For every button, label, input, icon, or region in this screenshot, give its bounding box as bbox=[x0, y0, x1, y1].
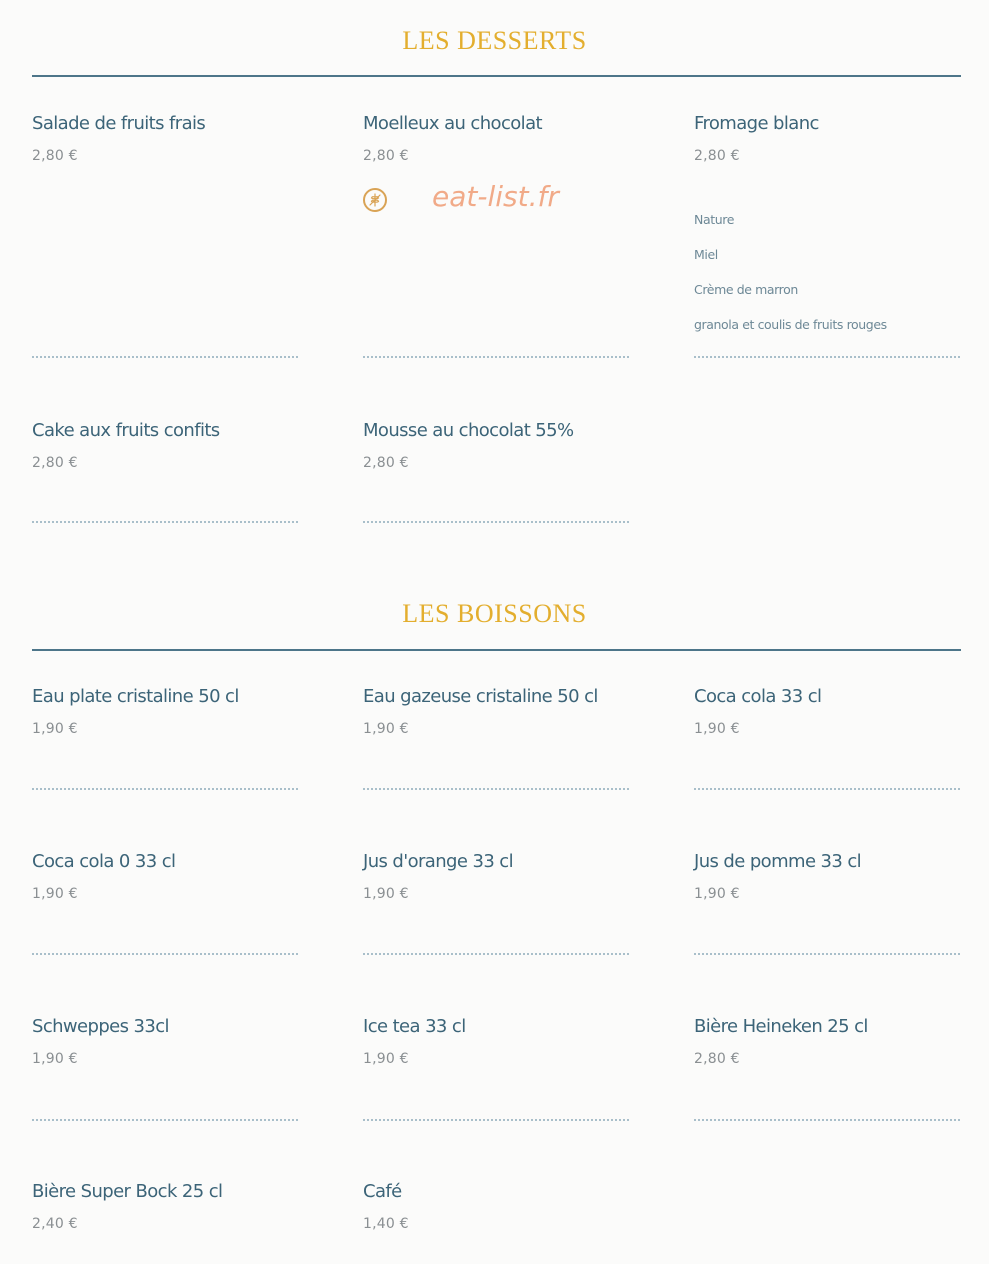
item-name: Mousse au chocolat 55% bbox=[363, 420, 574, 441]
item-option: Miel bbox=[694, 247, 718, 262]
item-price: 2,80 € bbox=[694, 148, 740, 164]
item-price: 2,80 € bbox=[694, 1051, 740, 1067]
desserts-section-title: LES DESSERTS bbox=[402, 26, 587, 55]
item-name: Schweppes 33cl bbox=[32, 1016, 169, 1037]
item-option: granola et coulis de fruits rouges bbox=[694, 317, 887, 332]
item-name: Coca cola 33 cl bbox=[694, 686, 822, 707]
menu-item bbox=[32, 112, 298, 164]
item-option: Nature bbox=[694, 212, 734, 227]
item-price: 2,80 € bbox=[363, 148, 409, 164]
item-price: 1,90 € bbox=[32, 721, 78, 737]
item-name: Moelleux au chocolat bbox=[363, 113, 542, 134]
dotted-separator bbox=[694, 1119, 960, 1121]
item-name: Café bbox=[363, 1181, 402, 1202]
item-price: 2,80 € bbox=[32, 455, 78, 471]
gluten-free-icon bbox=[363, 188, 387, 212]
item-price: 1,90 € bbox=[363, 886, 409, 902]
menu-item bbox=[694, 850, 960, 902]
item-price: 1,90 € bbox=[363, 721, 409, 737]
dotted-separator bbox=[32, 1119, 298, 1121]
menu-item bbox=[363, 685, 629, 737]
item-name: Jus d'orange 33 cl bbox=[363, 851, 513, 872]
dotted-separator bbox=[32, 521, 298, 523]
item-price: 1,90 € bbox=[694, 721, 740, 737]
item-price: 1,90 € bbox=[32, 1051, 78, 1067]
item-name: Bière Super Bock 25 cl bbox=[32, 1181, 223, 1202]
item-name: Eau gazeuse cristaline 50 cl bbox=[363, 686, 598, 707]
boissons-divider bbox=[32, 649, 961, 651]
item-name: Coca cola 0 33 cl bbox=[32, 851, 176, 872]
menu-item bbox=[32, 685, 298, 737]
menu-item bbox=[363, 112, 629, 164]
item-price: 1,90 € bbox=[363, 1051, 409, 1067]
item-option: Crème de marron bbox=[694, 282, 798, 297]
item-price: 2,40 € bbox=[32, 1216, 78, 1232]
menu-item bbox=[363, 850, 629, 902]
item-name: Salade de fruits frais bbox=[32, 113, 206, 134]
dotted-separator bbox=[694, 788, 960, 790]
dotted-separator bbox=[363, 356, 629, 358]
menu-item bbox=[694, 1015, 960, 1067]
watermark: eat-list.fr bbox=[432, 180, 559, 213]
item-name: Bière Heineken 25 cl bbox=[694, 1016, 868, 1037]
dotted-separator bbox=[694, 953, 960, 955]
menu-item bbox=[363, 1015, 629, 1067]
item-price: 2,80 € bbox=[363, 455, 409, 471]
dotted-separator bbox=[363, 1119, 629, 1121]
item-name: Eau plate cristaline 50 cl bbox=[32, 686, 239, 707]
menu-item bbox=[32, 1015, 298, 1067]
menu-item bbox=[363, 419, 629, 471]
menu-item bbox=[32, 419, 298, 471]
item-price: 1,90 € bbox=[694, 886, 740, 902]
item-name: Jus de pomme 33 cl bbox=[694, 851, 862, 872]
dotted-separator bbox=[363, 521, 629, 523]
dotted-separator bbox=[32, 356, 298, 358]
item-options bbox=[694, 202, 887, 342]
boissons-section-title: LES BOISSONS bbox=[402, 599, 587, 628]
menu-item bbox=[32, 850, 298, 902]
dotted-separator bbox=[694, 356, 960, 358]
item-name: Ice tea 33 cl bbox=[363, 1016, 466, 1037]
item-price: 1,90 € bbox=[32, 886, 78, 902]
dotted-separator bbox=[32, 953, 298, 955]
menu-item bbox=[694, 685, 960, 737]
menu-item bbox=[32, 1180, 298, 1232]
menu-item bbox=[363, 1180, 629, 1232]
desserts-divider bbox=[32, 75, 961, 77]
menu-item bbox=[694, 112, 960, 332]
item-price: 1,40 € bbox=[363, 1216, 409, 1232]
item-price: 2,80 € bbox=[32, 148, 78, 164]
item-name: Fromage blanc bbox=[694, 113, 819, 134]
dotted-separator bbox=[363, 953, 629, 955]
dotted-separator bbox=[32, 788, 298, 790]
item-name: Cake aux fruits confits bbox=[32, 420, 220, 441]
dotted-separator bbox=[363, 788, 629, 790]
